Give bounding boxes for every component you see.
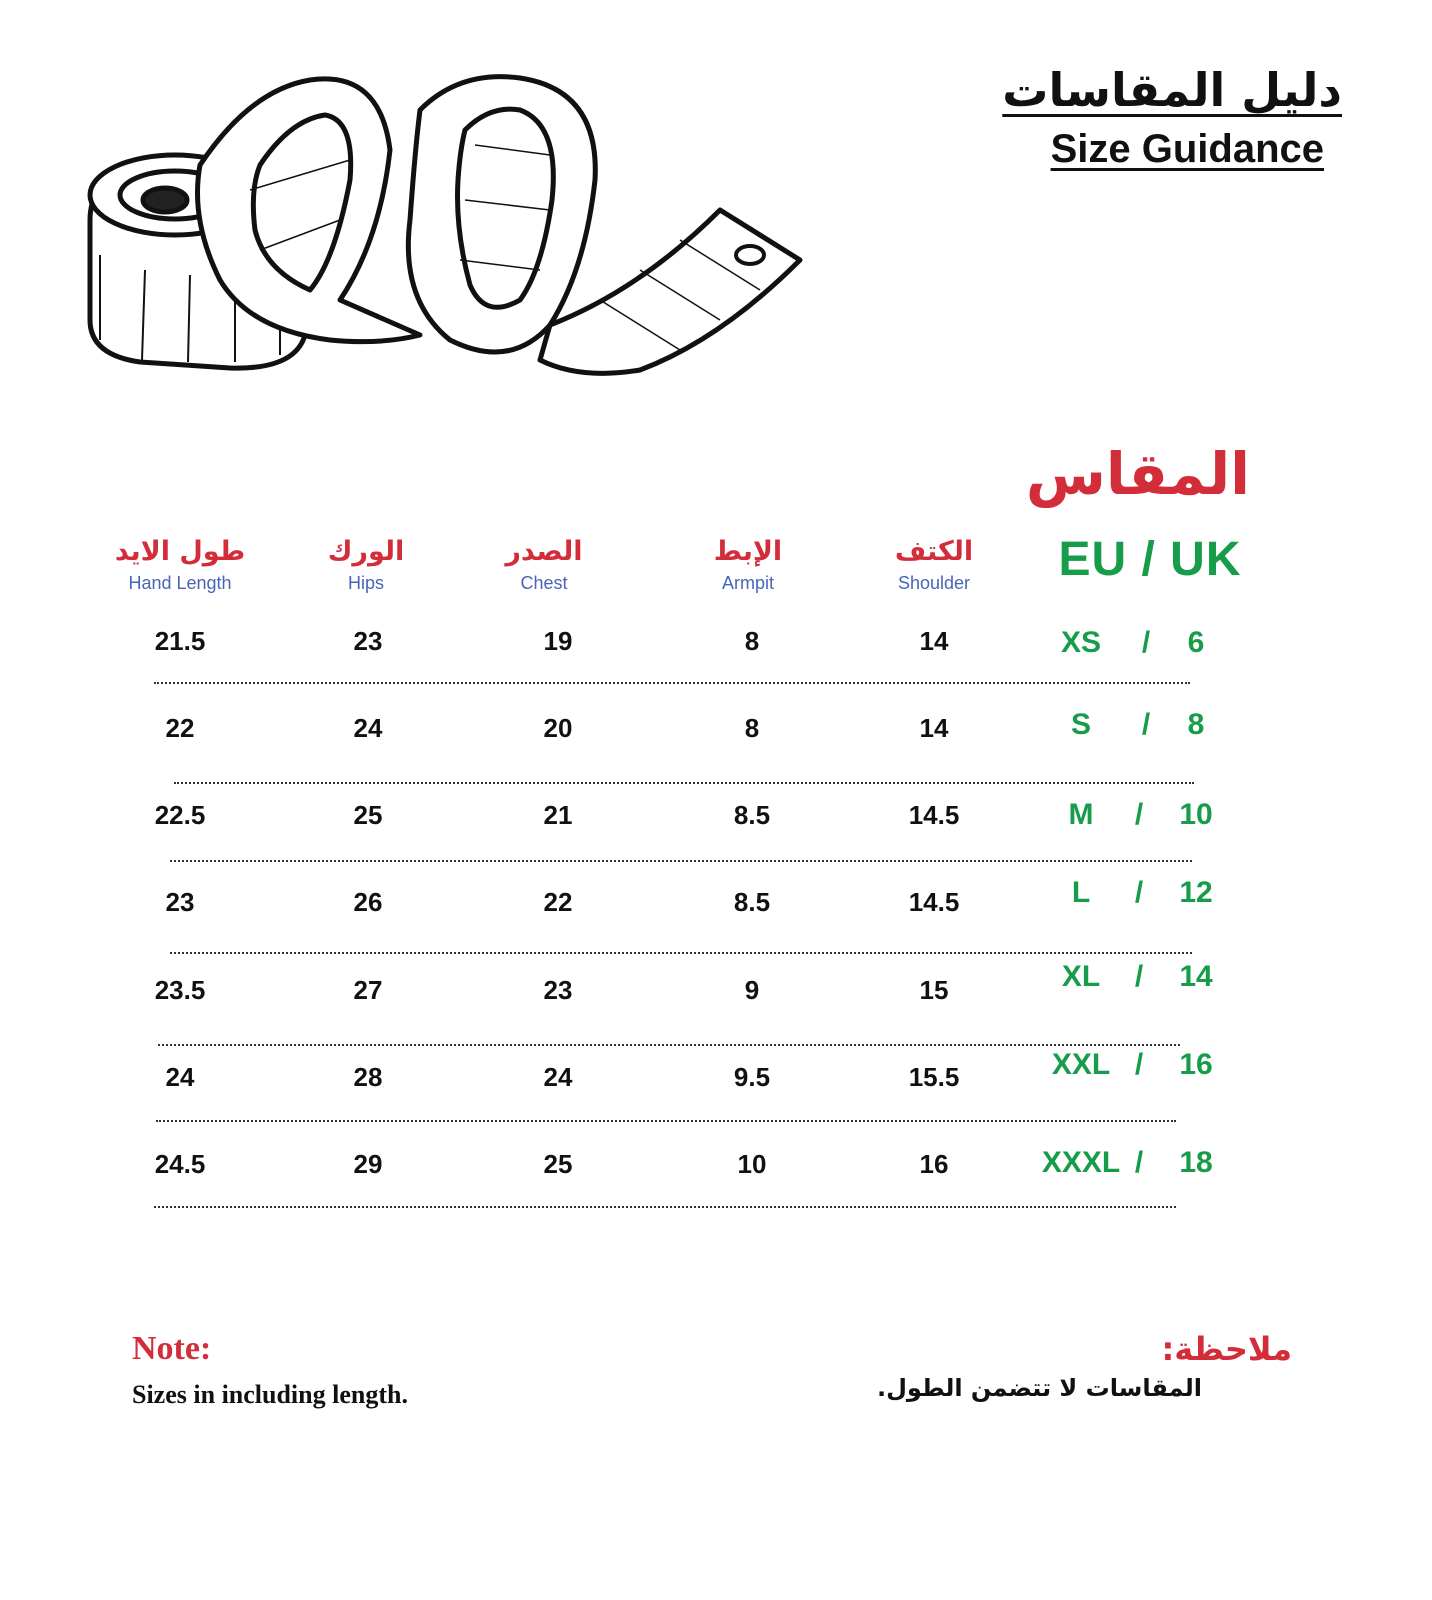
size-slash: / [1134, 960, 1144, 993]
row-divider [170, 860, 1192, 862]
chest-cell: 23 [543, 975, 573, 1005]
row-divider [158, 1044, 1180, 1046]
row-divider [156, 1120, 1176, 1122]
column-header-chest-ar: الصدر [505, 536, 583, 567]
size-slash: / [1134, 876, 1144, 909]
size-heading-arabic: المقاس [1025, 440, 1250, 508]
hand-length-cell: 24.5 [154, 1149, 206, 1179]
hips-cell: 26 [353, 887, 383, 917]
chest-cell: 21 [543, 800, 573, 830]
shoulder-cell: 14.5 [908, 887, 960, 917]
armpit-cell: 9 [744, 975, 760, 1005]
chest-cell: 20 [543, 713, 573, 743]
hips-cell: 29 [353, 1149, 383, 1179]
shoulder-cell: 14.5 [908, 800, 960, 830]
note-label-arabic: ملاحظة: [1161, 1330, 1292, 1368]
size-eu-cell: M [1068, 798, 1094, 831]
hand-length-cell: 21.5 [154, 626, 206, 656]
column-header-armpit-ar: الإبط [713, 536, 783, 567]
size-eu-cell: S [1070, 708, 1091, 741]
chest-cell: 19 [543, 626, 573, 656]
armpit-cell: 8 [744, 626, 760, 656]
hips-cell: 27 [353, 975, 383, 1005]
armpit-cell: 8 [744, 713, 760, 743]
page-title-arabic: دليل المقاسات [1002, 63, 1342, 117]
shoulder-cell: 15.5 [908, 1062, 960, 1092]
measuring-tape-icon [80, 70, 820, 390]
size-uk-cell: 12 [1179, 876, 1213, 909]
hand-length-cell: 23.5 [154, 975, 206, 1005]
shoulder-cell: 14 [919, 713, 949, 743]
note-text-english: Sizes in including length. [132, 1380, 408, 1409]
size-eu-cell: L [1071, 876, 1091, 909]
column-header-hips [266, 532, 466, 594]
size-slash: / [1134, 1146, 1144, 1179]
size-slash: / [1134, 798, 1144, 831]
armpit-cell: 9.5 [733, 1062, 771, 1092]
column-header-hips-en: Hips [347, 573, 384, 593]
armpit-cell: 8.5 [733, 887, 771, 917]
column-header-chest-en: Chest [520, 573, 568, 593]
column-header-shoulder [834, 532, 1034, 594]
hand-length-cell: 22.5 [154, 800, 206, 830]
row-divider [154, 1206, 1176, 1208]
size-slash: / [1134, 1048, 1144, 1081]
size-eu-cell: XXL [1051, 1048, 1111, 1081]
hips-cell: 23 [353, 626, 383, 656]
shoulder-cell: 15 [919, 975, 949, 1005]
size-slash: / [1141, 626, 1151, 659]
size-eu-cell: XL [1061, 960, 1101, 993]
chest-cell: 24 [543, 1062, 573, 1092]
column-header-armpit-en: Armpit [721, 573, 774, 593]
size-uk-cell: 18 [1179, 1146, 1213, 1179]
armpit-cell: 10 [737, 1149, 767, 1179]
column-header-hand-length-en: Hand Length [128, 573, 232, 593]
chest-cell: 22 [543, 887, 573, 917]
size-slash: / [1141, 708, 1151, 741]
size-uk-cell: 16 [1179, 1048, 1213, 1081]
title-block [1002, 62, 1342, 174]
size-uk-cell: 6 [1187, 626, 1205, 659]
armpit-cell: 8.5 [733, 800, 771, 830]
column-header-shoulder-ar: الكتف [894, 536, 974, 567]
hand-length-cell: 24 [165, 1062, 195, 1092]
column-header-chest [444, 532, 644, 594]
hips-cell: 24 [353, 713, 383, 743]
size-uk-cell: 8 [1187, 708, 1205, 741]
page-title-english: Size Guidance [1050, 127, 1324, 171]
note-text-arabic: المقاسات لا تتضمن الطول. [876, 1374, 1202, 1402]
size-eu-cell: XXXL [1041, 1146, 1121, 1179]
hips-cell: 28 [353, 1062, 383, 1092]
shoulder-cell: 16 [919, 1149, 949, 1179]
hips-cell: 25 [353, 800, 383, 830]
column-header-hand-length-ar: طول الايد [114, 536, 246, 567]
chest-cell: 25 [543, 1149, 573, 1179]
row-divider [154, 682, 1190, 684]
shoulder-cell: 14 [919, 626, 949, 656]
size-eu-cell: XS [1060, 626, 1102, 659]
row-divider [174, 782, 1194, 784]
column-header-armpit [648, 532, 848, 594]
column-header-hand-length [80, 532, 280, 594]
column-header-shoulder-en: Shoulder [897, 573, 971, 593]
row-divider [170, 952, 1192, 954]
note-label-english: Note: [132, 1330, 212, 1367]
size-system-label: EU / UK [1058, 533, 1242, 586]
hand-length-cell: 23 [165, 887, 195, 917]
hand-length-cell: 22 [165, 713, 195, 743]
column-header-hips-ar: الورك [327, 536, 405, 567]
size-uk-cell: 14 [1179, 960, 1213, 993]
size-uk-cell: 10 [1179, 798, 1213, 831]
